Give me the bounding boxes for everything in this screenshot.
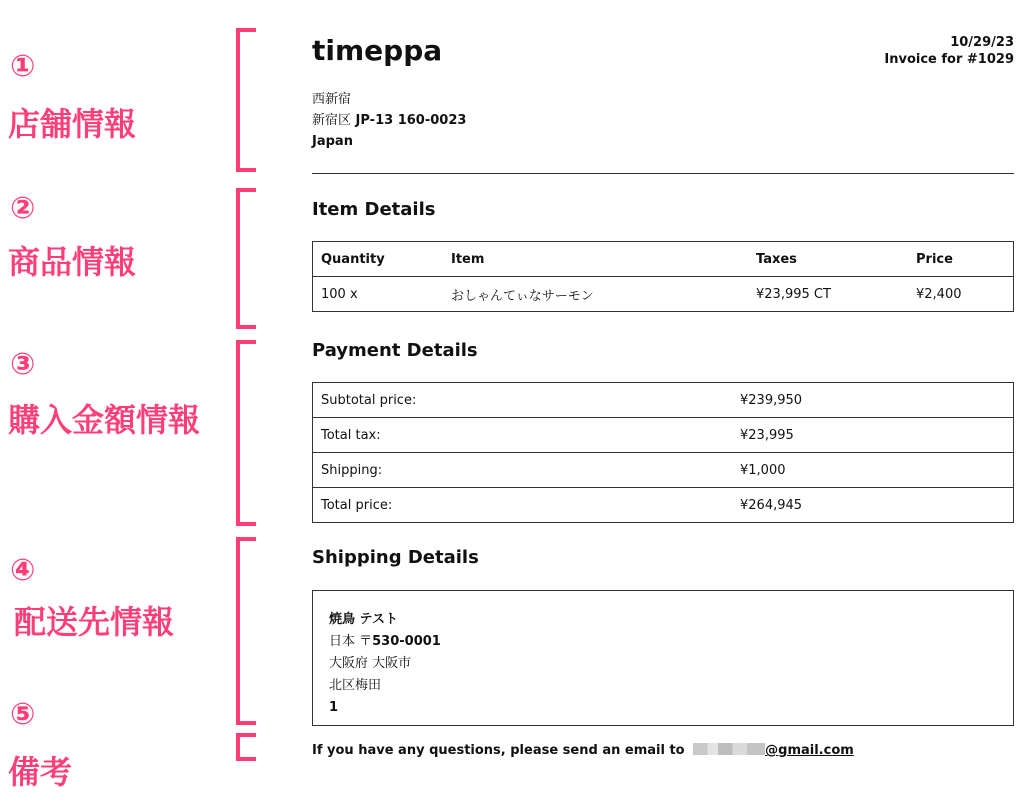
- bracket-item-info: [236, 188, 256, 329]
- annotation-5-label: 備考: [8, 753, 73, 791]
- store-address-line1: 西新宿: [312, 92, 352, 107]
- item-quantity: 100 x: [313, 277, 444, 312]
- table-row: [313, 453, 1014, 488]
- invoice-date: 10/29/23: [950, 35, 1014, 50]
- annotation-3-label: 購入金額情報: [8, 401, 201, 439]
- store-address-line2: [312, 110, 466, 131]
- item-table-header-row: [313, 242, 1014, 277]
- bracket-notes: [236, 733, 256, 761]
- annotation-4-label: 配送先情報: [14, 603, 175, 641]
- shipping-line2: 大阪府 大阪市: [329, 656, 412, 671]
- annotation-1-number: ①: [10, 49, 36, 84]
- bracket-shipping-info: [236, 537, 256, 725]
- payment-label-shipping: Shipping:: [313, 453, 733, 488]
- store-address-line3: Japan: [312, 134, 353, 149]
- item-taxes: ¥23,995 CT: [748, 277, 908, 312]
- shipping-details-title: Shipping Details: [312, 547, 479, 568]
- annotation-3-number: ③: [10, 347, 36, 382]
- store-address: [312, 89, 466, 152]
- store-name: timeppa: [312, 34, 443, 67]
- annotation-4-number: ④: [10, 553, 36, 588]
- item-details-title: Item Details: [312, 199, 436, 220]
- payment-value-subtotal: ¥239,950: [732, 383, 1014, 418]
- annotation-2-number: ②: [10, 191, 36, 226]
- item-header-quantity: Quantity: [313, 242, 444, 277]
- bracket-payment-info: [236, 340, 256, 526]
- annotation-2-label: 商品情報: [8, 243, 137, 281]
- invoice-header: [884, 34, 1014, 68]
- table-row: [313, 277, 1014, 312]
- divider: [312, 173, 1014, 174]
- shipping-name: 焼鳥 テスト: [329, 612, 399, 627]
- table-row: [313, 488, 1014, 523]
- invoice-number: Invoice for #1029: [884, 52, 1014, 67]
- item-price: ¥2,400: [908, 277, 1014, 312]
- item-name: おしゃんてぃなサーモン: [443, 277, 748, 312]
- payment-label-total: Total price:: [313, 488, 733, 523]
- shipping-line4: 1: [329, 700, 339, 715]
- shipping-country: 日本 〒: [329, 634, 373, 649]
- store-address-ward: 新宿区: [312, 113, 352, 128]
- shipping-address-box: [312, 590, 1014, 726]
- redacted-email-user: [693, 743, 765, 755]
- store-address-postal: JP-13 160-0023: [351, 113, 467, 128]
- payment-label-tax: Total tax:: [313, 418, 733, 453]
- footer-note: [312, 743, 854, 758]
- footer-text: If you have any questions, please send an email to: [312, 743, 685, 758]
- table-row: [313, 383, 1014, 418]
- email-link[interactable]: @gmail.com: [765, 743, 854, 758]
- payment-value-total: ¥264,945: [732, 488, 1014, 523]
- item-header-taxes: Taxes: [748, 242, 908, 277]
- payment-details-title: Payment Details: [312, 340, 478, 361]
- shipping-line3: 北区梅田: [329, 678, 382, 693]
- table-row: [313, 418, 1014, 453]
- payment-value-tax: ¥23,995: [732, 418, 1014, 453]
- annotation-1-label: 店舗情報: [8, 105, 137, 143]
- item-details-table: [312, 241, 1014, 312]
- payment-value-shipping: ¥1,000: [732, 453, 1014, 488]
- bracket-store-info: [236, 28, 256, 172]
- shipping-postal: 530-0001: [372, 634, 441, 649]
- annotation-5-number: ⑤: [10, 697, 36, 732]
- item-header-price: Price: [908, 242, 1014, 277]
- item-header-item: Item: [443, 242, 748, 277]
- payment-label-subtotal: Subtotal price:: [313, 383, 733, 418]
- shipping-line1: [329, 631, 997, 653]
- payment-details-table: [312, 382, 1014, 523]
